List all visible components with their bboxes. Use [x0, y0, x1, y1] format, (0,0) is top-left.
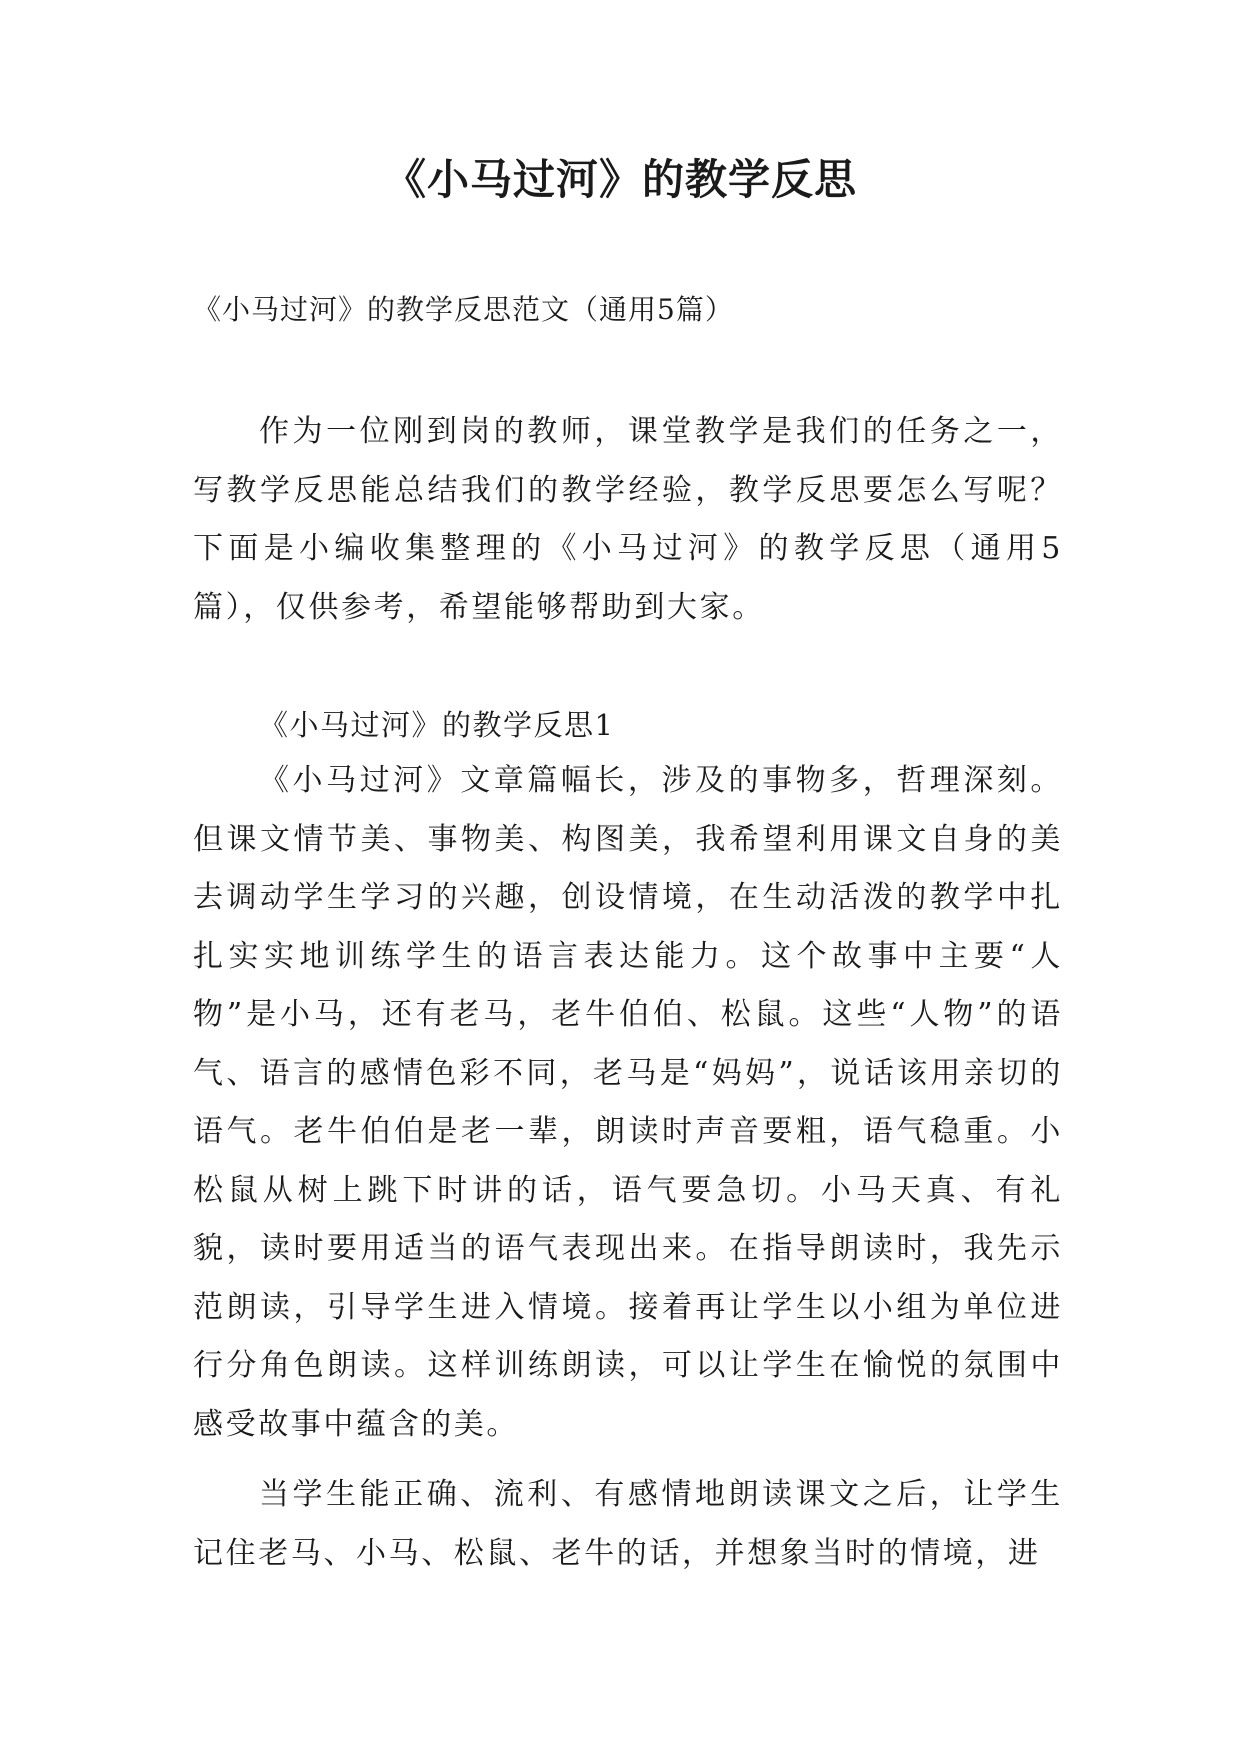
body-paragraph: 《小马过河》文章篇幅长，涉及的事物多，哲理深刻。但课文情节美、事物美、构图美，我希望利用课文自身的美去调动学生学习的兴趣，创设情境，在生动活泼的教学中扎扎实实地训练学生的语言表达能力。这个故事中主要“人物”是小马，还有老马，老牛伯伯、松鼠。这些“人物”的语气、语言的感情色彩不同，老马是“妈妈”，说话该用亲切的语气。老牛伯伯是老一辈，朗读时声音要粗，语气稳重。小松鼠从树上跳下时讲的话，语气要急切。小马天真、有礼貌，读时要用适当的语气表现出来。在指导朗读时，我先示范朗读，引导学生进入情境。接着再让学生以小组为单位进行分角色朗读。这样训练朗读，可以让学生在愉悦的氛围中感受故事中蕴含的美。	[193, 763, 1063, 1442]
document-title: 《小马过河》的教学反思	[383, 155, 857, 204]
body-paragraph: 当学生能正确、流利、有感情地朗读课文之后，让学生记住老马、小马、松鼠、老牛的话，并想象当时的情境，进	[193, 1477, 1063, 1571]
intro-paragraph: 作为一位刚到岗的教师，课堂教学是我们的任务之一，写教学反思能总结我们的教学经验，教学反思要怎么写呢？下面是小编收集整理的《小马过河》的教学反思（通用5篇），仅供参考，希望能够帮助到大家。	[193, 414, 1063, 625]
section-heading: 《小马过河》的教学反思1	[259, 708, 615, 742]
document-subtitle: 《小马过河》的教学反思范文（通用5篇）	[193, 293, 734, 326]
